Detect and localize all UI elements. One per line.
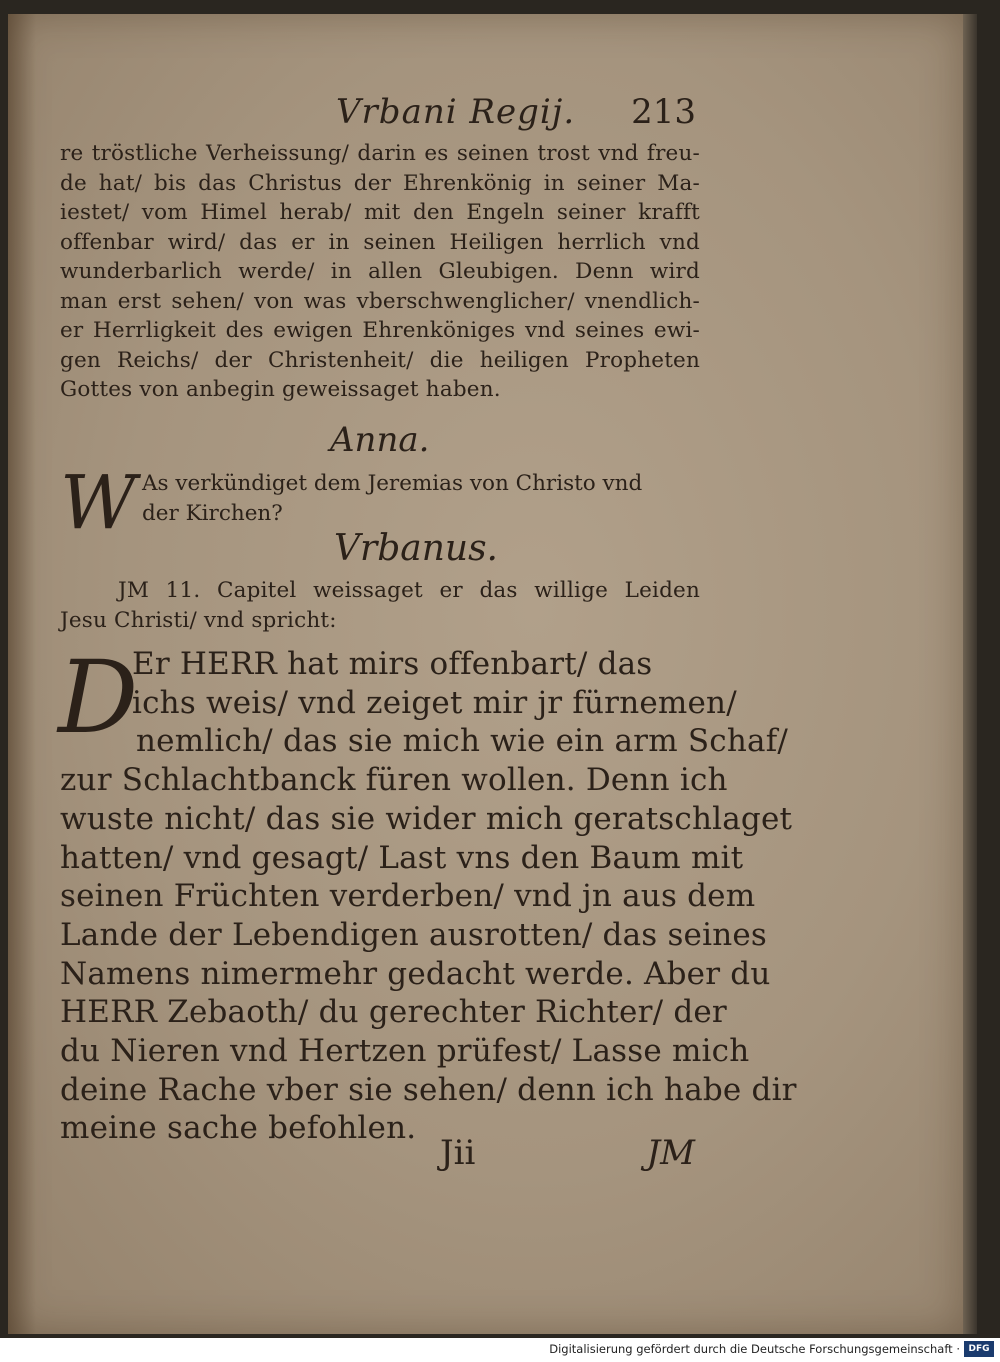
funding-notice: Digitalisierung gefördert durch die Deutsche Forschungsgemeinschaft · <box>549 1342 960 1356</box>
text-line: hatten/ vnd gesagt/ Last vns den Baum mit <box>60 839 744 876</box>
digitization-footer <box>0 1338 1000 1362</box>
text-line: gen Reichs/ der Christenheit/ die heiligen Propheten <box>60 347 700 373</box>
text-line: Er HERR hat mirs offenbart/ das <box>132 646 653 682</box>
text-block-2 <box>60 576 700 635</box>
text-line: wunderbarlich werde/ in allen Gleubigen. Denn wird <box>60 259 700 284</box>
signature-mark: Jii <box>440 1133 476 1173</box>
speaker-urbanus: Vrbanus. <box>334 528 499 569</box>
text-line: re tröstliche Verheissung/ darin es seinen trost vnd freu- <box>60 141 700 166</box>
text-line: iestet/ vom Himel herab/ mit den Engeln seiner krafft <box>60 200 700 225</box>
text-line: JM 11. Capitel weissaget er das willige Leiden <box>118 578 700 603</box>
scripture-quote <box>58 639 797 1148</box>
running-head: Vrbani Regij. <box>336 92 576 132</box>
text-line: Jesu Christi/ vnd spricht: <box>60 607 337 633</box>
text-line: Gottes von anbegin geweissaget haben. <box>60 377 501 402</box>
text-line: HERR Zebaoth/ du gerechter Richter/ der <box>60 994 727 1031</box>
page-number: 213 <box>631 92 696 132</box>
text-line: Namens nimermehr gedacht werde. Aber du <box>60 955 771 992</box>
page-header <box>336 92 696 142</box>
text-line: offenbar wird/ das er in seinen Heiligen herrlich vnd <box>60 229 700 255</box>
text-line: er Herrligkeit des ewigen Ehrenköniges vnd seines ewi- <box>60 318 700 343</box>
question-initial: W <box>60 460 137 546</box>
text-line: du Nieren vnd Hertzen prüfest/ Lasse mich <box>60 1033 750 1070</box>
text-line: As verkündiget dem Jeremias von Christo vnd <box>142 471 643 496</box>
text-line: meine sache befohlen. <box>60 1110 417 1147</box>
text-line: zur Schlachtbanck füren wollen. Denn ich <box>60 762 728 799</box>
page-gutter-shadow <box>8 14 36 1334</box>
question-text <box>142 469 700 528</box>
text-line: ichs weis/ vnd zeiget mir jr fürnemen/ <box>132 684 737 721</box>
text-line: seinen Früchten verderben/ vnd jn aus dem <box>60 878 756 915</box>
text-line: de hat/ bis das Christus der Ehrenkönig in seiner Ma- <box>60 170 700 196</box>
text-line: der Kirchen? <box>142 500 283 526</box>
page-footer-catchwords <box>440 1133 695 1177</box>
text-line: man erst sehen/ von was vberschwenglicher/ vnendlich- <box>60 288 700 314</box>
page-edge <box>963 14 977 1334</box>
text-line: nemlich/ das sie mich wie ein arm Schaf/ <box>136 723 789 760</box>
dfg-logo: DFG <box>964 1341 994 1357</box>
catchword: JM <box>646 1133 695 1173</box>
decorated-initial: D <box>58 639 139 756</box>
text-line: wuste nicht/ das sie wider mich geratschlaget <box>60 800 793 837</box>
speaker-anna: Anna. <box>330 420 430 460</box>
text-line: deine Rache vber sie sehen/ denn ich habe dir <box>60 1071 797 1108</box>
text-line: Lande der Lebendigen ausrotten/ das seines <box>60 916 768 953</box>
text-block-1 <box>60 139 700 405</box>
